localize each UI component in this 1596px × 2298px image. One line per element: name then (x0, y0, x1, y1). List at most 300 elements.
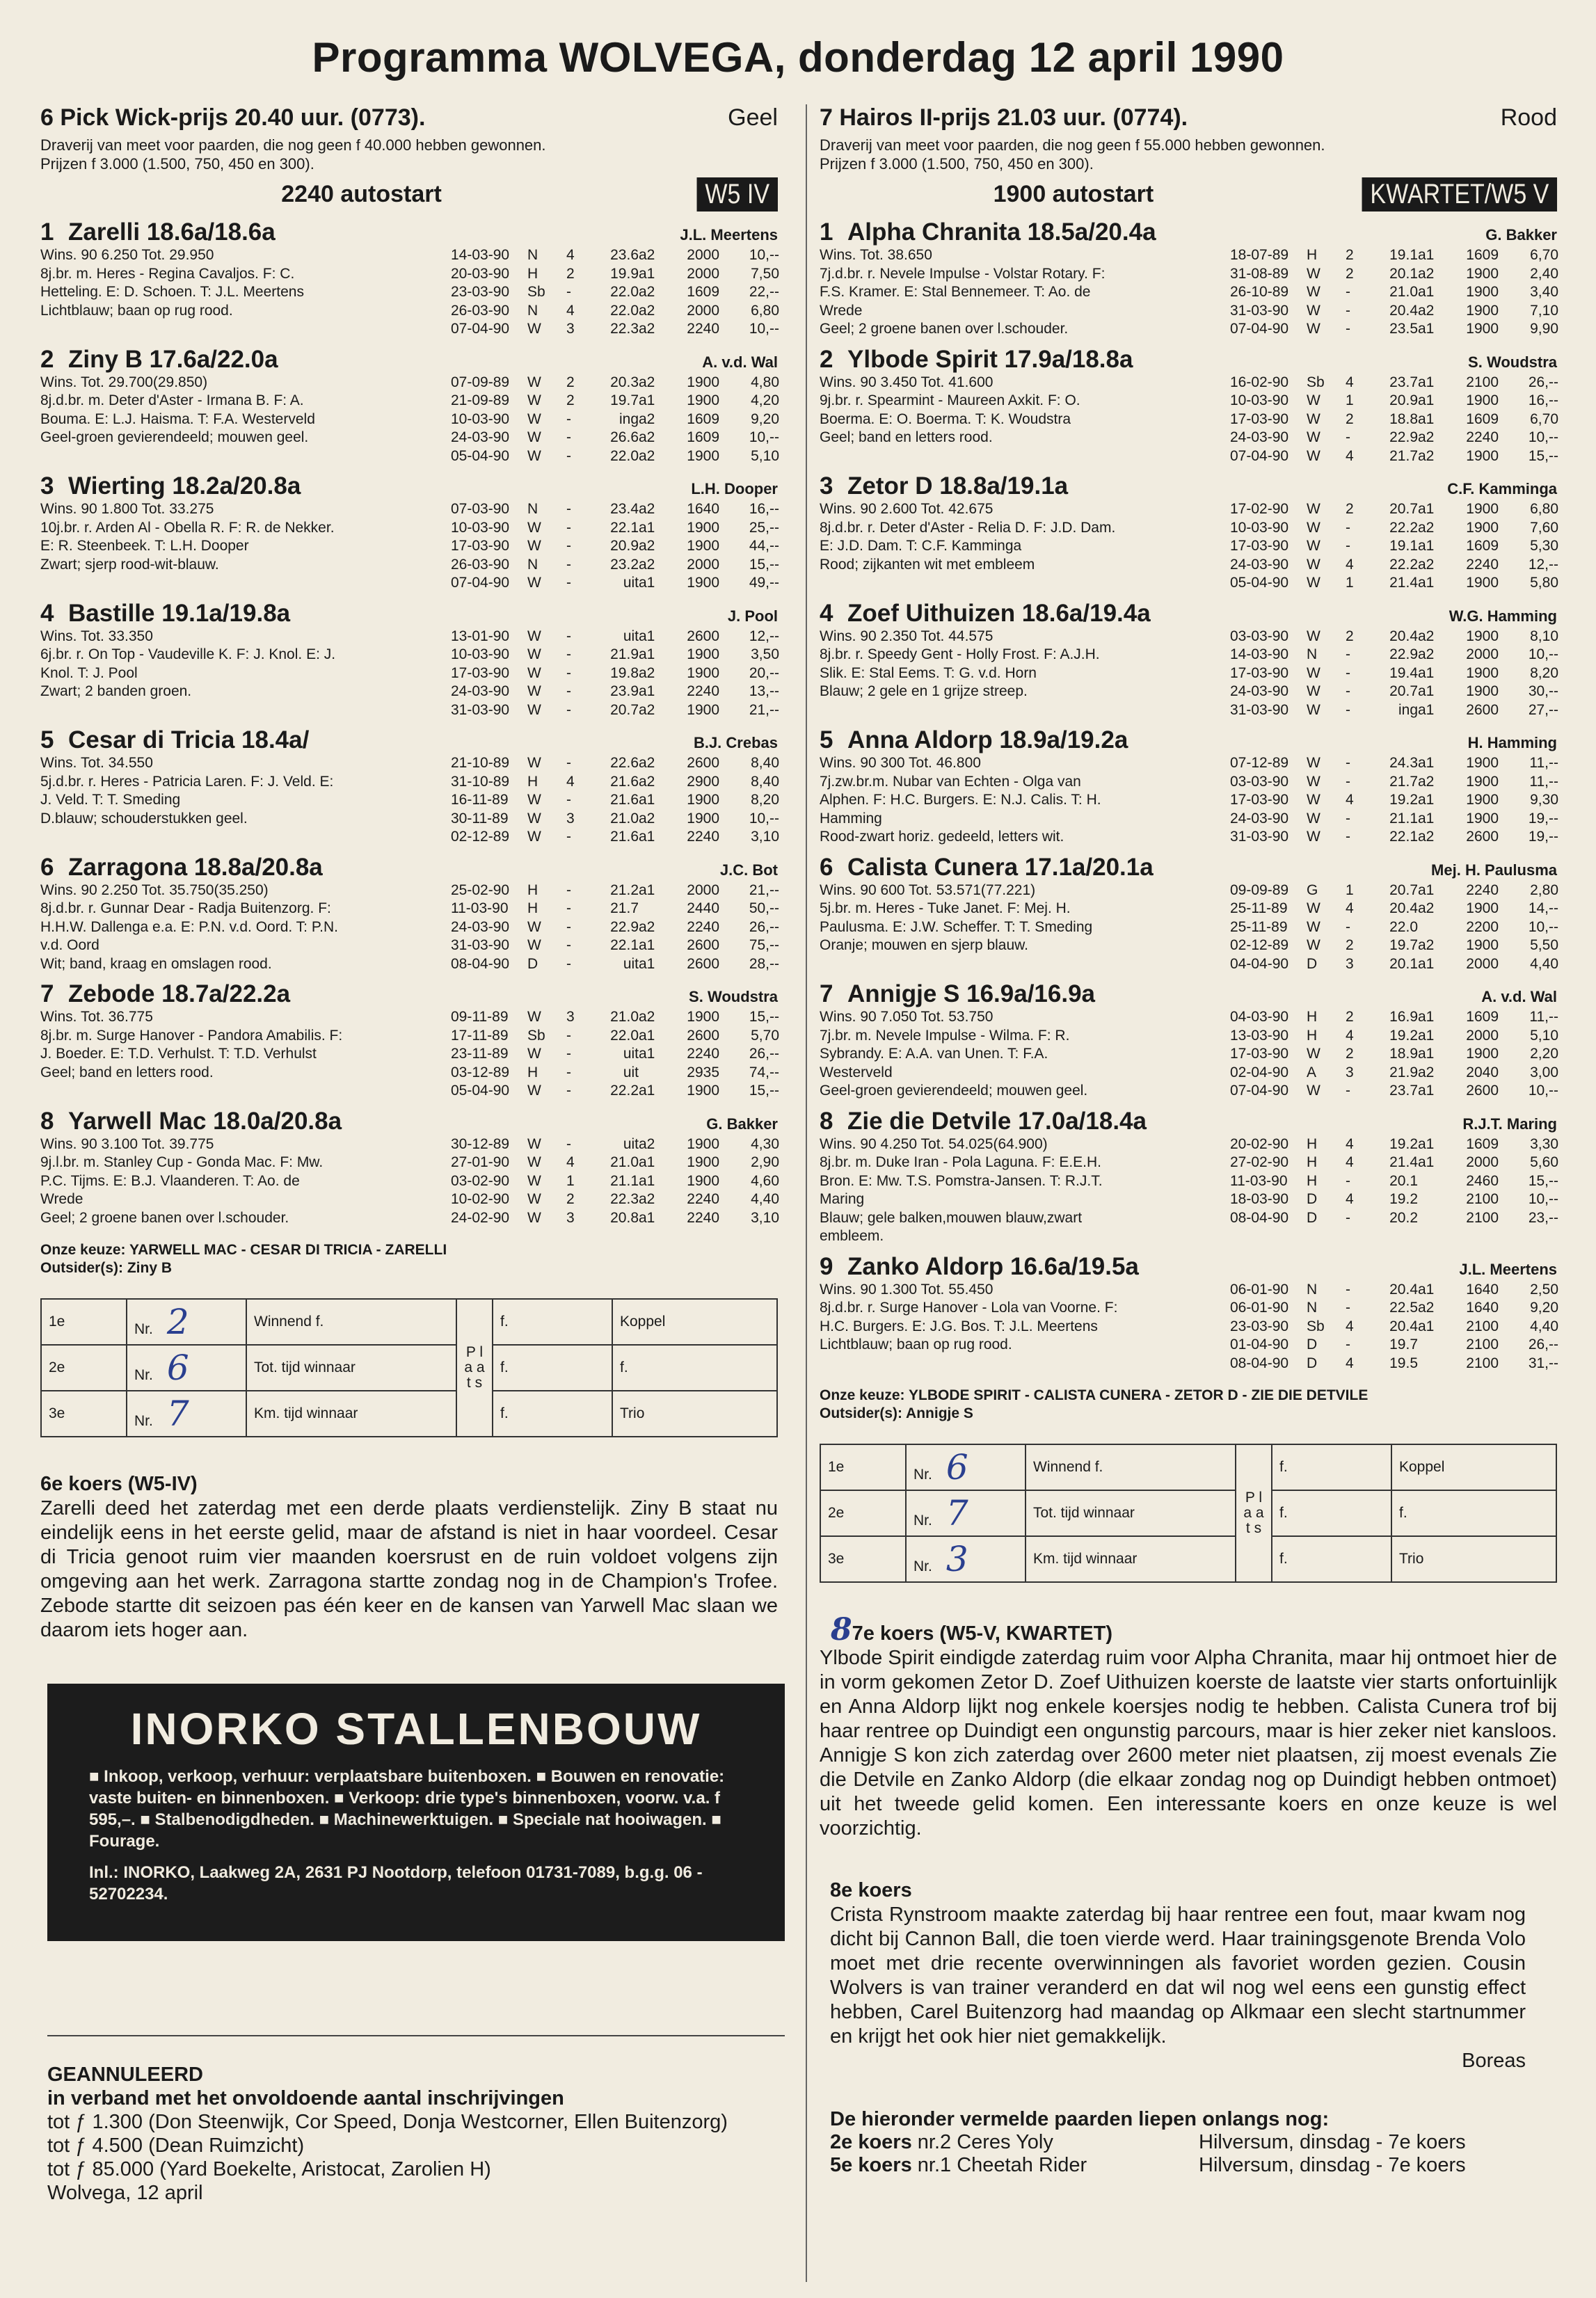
start-row (451, 1209, 778, 1228)
start-cell: 21.1 (1389, 810, 1418, 827)
result-label: Tot. tijd winnaar (246, 1345, 456, 1391)
start-cell: 10,-- (749, 810, 779, 827)
start-cell: 22.5 (1389, 1300, 1418, 1316)
start-cell: - (1346, 1281, 1350, 1298)
start-cell: - (566, 556, 571, 573)
start-cell: H (527, 881, 538, 898)
section-divider (47, 2035, 785, 2036)
horse-info-line: Wins. Tot. 34.550 (40, 755, 153, 771)
horse-number: 1 (820, 218, 833, 246)
start-row (1230, 537, 1557, 556)
recent-starts (451, 374, 778, 466)
start-cell: 8,20 (1530, 664, 1558, 681)
result-row (820, 1536, 1556, 1582)
horse-name (820, 600, 1151, 628)
start-cell: ing (1398, 701, 1418, 718)
start-cell: 5,30 (1530, 538, 1558, 554)
commentary-title (40, 1472, 778, 1497)
start-cell: - (566, 664, 571, 681)
start-cell: 26.6 (610, 429, 639, 445)
start-cell: 2000 (687, 302, 719, 319)
start-cell: a2 (1418, 302, 1435, 319)
horse-info-line: Wins. 90 6.250 Tot. 29.950 (40, 247, 214, 263)
start-cell: 1900 (1466, 664, 1499, 681)
start-row (1230, 429, 1557, 447)
start-cell: 09-11-89 (451, 1009, 509, 1025)
start-row (451, 1154, 778, 1172)
horse-info-line: H.C. Burgers. E: J.G. Bos. T: J.L. Meertens (820, 1318, 1098, 1334)
choice-text: Onze keuze: YLBODE SPIRIT - CALISTA CUNERA - ZETOR D - ZIE DIE DETVILE (820, 1387, 1368, 1403)
start-cell: 1900 (1466, 575, 1499, 591)
horse-title-row (820, 346, 1557, 374)
horse-details (40, 374, 778, 466)
start-cell: 24-03-90 (451, 683, 510, 699)
place-payout: f. (493, 1299, 612, 1345)
start-cell: a2 (639, 664, 655, 681)
start-cell: 10,-- (749, 429, 779, 445)
horse-number: 8 (820, 1107, 833, 1135)
start-cell: 26-03-90 (451, 556, 510, 573)
start-cell: 4 (566, 247, 575, 263)
horse-info (40, 246, 451, 339)
result-label: Km. tijd winnaar (1026, 1536, 1236, 1582)
start-cell: - (566, 937, 571, 953)
start-cell: 3,10 (751, 829, 779, 845)
nr-label: Nr. (913, 1513, 932, 1529)
start-cell: 27,-- (1528, 701, 1558, 718)
start-row (451, 646, 778, 664)
start-cell: 20.1 (1389, 265, 1418, 282)
start-cell: 21.6 (610, 829, 639, 845)
recent-starts (1230, 881, 1557, 974)
recent-race: 5e koers (830, 2154, 912, 2176)
start-row (451, 1045, 778, 1064)
start-cell: 4 (1346, 900, 1354, 916)
koppel-label: Koppel (620, 1314, 666, 1330)
start-cell: - (566, 792, 571, 808)
start-cell: 9,30 (1530, 792, 1558, 808)
horse-info (40, 374, 451, 466)
start-cell: - (566, 519, 571, 536)
start-cell: 2100 (1466, 1191, 1499, 1207)
start-row (1230, 265, 1557, 284)
horse-details (820, 628, 1557, 720)
start-cell: - (1346, 829, 1350, 845)
start-cell: a2 (639, 918, 655, 935)
horse-details (820, 754, 1557, 847)
start-cell: 1900 (687, 792, 719, 808)
start-cell: 1640 (1466, 1300, 1499, 1316)
start-cell: - (566, 284, 571, 300)
plaats-label: P l a a t s (1236, 1444, 1272, 1582)
start-cell: 22.9 (1389, 429, 1418, 445)
start-cell: 1900 (1466, 792, 1499, 808)
start-cell: 09-09-89 (1230, 881, 1289, 898)
start-cell: - (566, 755, 571, 771)
horse-info (820, 246, 1230, 339)
start-cell: 24-03-90 (1230, 429, 1289, 445)
start-cell: 19,-- (1528, 829, 1558, 845)
start-cell: N (527, 302, 538, 319)
start-cell: 10,-- (1528, 646, 1558, 662)
commentary-title-text: 7e koers (W5-V, KWARTET) (852, 1622, 1113, 1645)
start-cell: - (1346, 1300, 1350, 1316)
start-cell: 10,-- (1528, 918, 1558, 935)
start-cell: 05-04-90 (451, 447, 510, 464)
horse-info-line: 7j.zw.br.m. Nubar van Echten - Olga van (820, 773, 1081, 790)
start-cell: 20.1 (1389, 1172, 1418, 1189)
start-cell: 25-02-90 (451, 881, 510, 898)
start-cell: a1 (1418, 1135, 1435, 1152)
start-cell: 4 (1346, 1355, 1354, 1371)
start-cell: - (566, 575, 571, 591)
horse-info-line: 7j.d.br. r. Nevele Impulse - Volstar Rotary. F: (820, 265, 1106, 282)
start-cell: 21.6 (610, 773, 639, 790)
horse-info (820, 1008, 1230, 1101)
horse-info-line: P.C. Tijms. E: B.J. Vlaanderen. T: Ao. de (40, 1172, 300, 1189)
start-cell: 9,20 (1530, 1300, 1558, 1316)
start-cell: 04-03-90 (1230, 1009, 1289, 1025)
start-row (1230, 1154, 1557, 1172)
start-row (1230, 410, 1557, 429)
start-row (451, 410, 778, 429)
horse-name-text: Annigje S 16.9a/16.9a (847, 980, 1096, 1007)
horse-info (40, 754, 451, 847)
driver-name: C.F. Kamminga (1447, 480, 1557, 497)
start-cell: 4,40 (751, 1191, 779, 1207)
horse-info-line: Wins. 90 1.800 Tot. 33.275 (40, 501, 214, 517)
horse-name-text: Zoef Uithuizen 18.6a/19.4a (847, 599, 1151, 627)
result-place: 2e (41, 1345, 127, 1391)
start-cell: 20.9 (610, 538, 639, 554)
handwritten-number: 8 (831, 1612, 852, 1647)
start-cell: 3,00 (1530, 1064, 1558, 1080)
start-cell: 6,70 (1530, 410, 1558, 427)
start-row (451, 283, 778, 302)
horse-name-text: Bastille 19.1a/19.8a (68, 599, 291, 627)
horse-info (40, 1135, 451, 1228)
start-cell: 11,-- (1529, 755, 1558, 771)
horse-info-line: Wins. 90 1.300 Tot. 55.450 (820, 1281, 993, 1298)
horse-info-line: Wins. 90 4.250 Tot. 54.025(64.900) (820, 1135, 1048, 1152)
start-cell: 8,10 (1530, 628, 1558, 644)
start-cell: 3,10 (751, 1209, 779, 1226)
race-header (40, 104, 778, 131)
start-cell: a1 (1418, 955, 1435, 972)
race-distance: 2240 autostart (281, 181, 442, 207)
start-cell: 28,-- (749, 955, 779, 972)
start-cell: 30,-- (1528, 683, 1558, 699)
start-cell: a1 (1418, 1046, 1435, 1062)
horse-name-text: Ylbode Spirit 17.9a/18.8a (847, 345, 1133, 373)
start-cell: 2240 (1466, 429, 1499, 445)
start-cell: 06-01-90 (1230, 1300, 1289, 1316)
result-number-cell (906, 1444, 1026, 1490)
handwritten-number: 6 (166, 1348, 189, 1388)
horse-title-row (40, 346, 778, 374)
start-cell: 20,-- (749, 664, 779, 681)
pool-cell (612, 1391, 777, 1437)
start-cell: 3 (1346, 1064, 1354, 1080)
pool-cell (1391, 1490, 1556, 1536)
start-cell: 21-10-89 (451, 755, 510, 771)
horse-name-text: Ziny B 17.6a/22.0a (68, 345, 278, 373)
horse-info-line: Blauw; 2 gele en 1 grijze streep. (820, 683, 1028, 699)
start-cell: W (1307, 755, 1320, 771)
start-cell: W (527, 1083, 541, 1099)
start-cell: 50,-- (749, 900, 779, 916)
start-cell: 6,80 (751, 302, 779, 319)
horse-info-line: Zwart; 2 banden groen. (40, 683, 192, 699)
horse-info-line: 8j.d.br. r. Gunnar Dear - Radja Buitenzorg. F: (40, 900, 331, 916)
start-cell: 14-03-90 (451, 247, 510, 263)
horse-info-line: D.blauw; schouderstukken geel. (40, 810, 248, 827)
start-cell: 49,-- (749, 575, 779, 591)
handwritten-number: 7 (166, 1394, 189, 1434)
start-cell (1418, 1336, 1443, 1355)
start-row (1230, 500, 1557, 519)
start-cell: 22.1 (610, 519, 639, 536)
start-cell: W (1307, 1046, 1320, 1062)
start-cell: 22.0 (610, 302, 639, 319)
start-cell: - (566, 410, 571, 427)
start-cell: 17-03-90 (1230, 410, 1289, 427)
horse-info-line: 5j.br. m. Heres - Tuke Janet. F: Mej. H. (820, 900, 1071, 916)
horse-info-line: Sybrandy. E: A.A. van Unen. T: F.A. (820, 1046, 1048, 1062)
start-row (1230, 1281, 1557, 1300)
horse-info-line: Wins. 90 2.350 Tot. 44.575 (820, 628, 993, 644)
horse-name (820, 1253, 1139, 1281)
start-cell: 26,-- (1528, 1336, 1558, 1353)
horse-info-line: Lichtblauw; baan op rug rood. (820, 1336, 1012, 1353)
start-row (451, 628, 778, 646)
race-color: Rood (1500, 104, 1557, 131)
start-cell: a1 (1418, 575, 1435, 591)
start-cell: 10-03-90 (1230, 519, 1289, 536)
start-row (451, 429, 778, 447)
start-cell: 24-03-90 (1230, 683, 1289, 699)
start-cell: 1609 (687, 284, 719, 300)
start-cell: a1 (1418, 683, 1435, 699)
race-commentary (820, 1612, 1557, 1841)
start-cell: 24-03-90 (1230, 810, 1289, 827)
start-cell: W (1307, 664, 1320, 681)
driver-name: A. v.d. Wal (1481, 988, 1557, 1005)
start-cell: 9,90 (1530, 321, 1558, 337)
start-cell: 17-02-90 (1230, 501, 1289, 517)
trio-label: Trio (620, 1405, 645, 1421)
start-cell: W (527, 1009, 541, 1025)
start-cell: 21.0 (610, 810, 639, 827)
start-cell: 2600 (687, 1027, 719, 1044)
start-row (1230, 246, 1557, 265)
horse-info-line: Paulusma. E: J.W. Scheffer. T: T. Smeding (820, 918, 1093, 935)
start-cell: W (1307, 410, 1320, 427)
start-cell: a1 (639, 683, 655, 699)
result-label: Winnend f. (1026, 1444, 1236, 1490)
recent-starts (451, 881, 778, 974)
start-cell: 21.7 (1389, 773, 1418, 790)
horse-title-row (820, 472, 1557, 500)
start-cell: 23.6 (610, 247, 639, 263)
start-cell: 13,-- (749, 683, 779, 699)
start-cell: 2000 (1466, 955, 1499, 972)
start-cell: 26-10-89 (1230, 284, 1289, 300)
start-cell: a2 (1418, 1300, 1435, 1316)
start-cell: 22.9 (610, 918, 639, 935)
start-cell: Sb (527, 284, 545, 300)
start-cell: A (1307, 1064, 1317, 1080)
horse-entry (820, 854, 1557, 974)
horse-name (40, 980, 290, 1008)
start-row (1230, 320, 1557, 339)
start-cell: W (527, 664, 541, 681)
start-cell: 3,30 (1530, 1135, 1558, 1152)
horse-details (40, 500, 778, 593)
horse-details (40, 1008, 778, 1101)
start-cell: 07-04-90 (1230, 1083, 1289, 1099)
start-cell: 10,-- (1528, 1083, 1558, 1099)
start-cell: 07-04-90 (1230, 447, 1289, 464)
cancelled-line: tot ƒ 4.500 (Dean Ruimzicht) (47, 2135, 305, 2157)
recent-title: De hieronder vermelde paarden liepen onlangs nog: (830, 2108, 1330, 2130)
start-cell (1418, 918, 1443, 937)
start-cell: H (527, 1064, 538, 1080)
horse-info-line: Wins. 90 3.100 Tot. 39.775 (40, 1135, 214, 1152)
start-cell: a1 (1418, 321, 1435, 337)
start-cell: 22.2 (610, 1083, 639, 1099)
start-cell: 31-10-89 (451, 773, 510, 790)
start-cell: 19.7 (1389, 1336, 1418, 1353)
result-place: 1e (41, 1299, 127, 1345)
horse-entry (820, 1108, 1557, 1246)
start-cell: - (566, 1135, 571, 1152)
recent-starts (451, 246, 778, 339)
start-cell: 4,40 (1530, 1318, 1558, 1334)
start-row (1230, 1008, 1557, 1027)
start-cell: 23.4 (610, 501, 639, 517)
pool-cell (612, 1345, 777, 1391)
horse-entry (40, 1108, 778, 1228)
start-cell: a1 (1418, 1318, 1435, 1334)
start-cell: 12,-- (1528, 556, 1558, 573)
result-number-cell (906, 1490, 1026, 1536)
start-row (1230, 828, 1557, 847)
start-cell: 17-03-90 (451, 664, 510, 681)
start-cell: 12,-- (749, 628, 779, 644)
start-cell: a1 (639, 519, 655, 536)
start-cell: 1900 (687, 1135, 719, 1152)
horse-info-line: Alphen. F: H.C. Burgers. E: N.J. Calis. T: H. (820, 792, 1101, 808)
start-cell: 14,-- (1528, 900, 1558, 916)
start-cell: a1 (639, 829, 655, 845)
start-cell: 16,-- (749, 501, 779, 517)
race-8-title: 8e koers (830, 1879, 912, 1901)
horse-info-line: Zwart; sjerp rood-wit-blauw. (40, 556, 219, 573)
start-cell: 3 (1346, 955, 1354, 972)
start-cell: 19.7 (610, 392, 639, 408)
handwritten-number: 2 (166, 1302, 189, 1342)
horse-name-text: Yarwell Mac 18.0a/20.8a (68, 1107, 342, 1135)
start-cell: a1 (1418, 1281, 1435, 1298)
driver-name: S. Woudstra (1468, 353, 1557, 371)
start-cell: 1900 (687, 701, 719, 718)
start-cell: 22.3 (610, 321, 639, 337)
start-row (451, 828, 778, 847)
start-cell: 4 (566, 302, 575, 319)
start-cell: a1 (639, 265, 655, 282)
condition-line: Draverij van meet voor paarden, die nog geen f 55.000 hebben gewonnen. (820, 136, 1325, 154)
place-payout: f. (1272, 1444, 1391, 1490)
start-row (451, 701, 778, 720)
start-row (1230, 1172, 1557, 1191)
start-cell: 7,10 (1530, 302, 1558, 319)
start-cell: W (527, 810, 541, 827)
start-cell: uit (623, 1135, 639, 1152)
horse-info (820, 754, 1230, 847)
handwritten-number: 3 (945, 1539, 968, 1579)
horse-info-line: J. Boeder. E: T.D. Verhulst. T: T.D. Verhulst (40, 1046, 317, 1062)
start-row (1230, 1064, 1557, 1083)
place-payout: f. (1272, 1490, 1391, 1536)
start-cell: 02-12-89 (451, 829, 510, 845)
start-cell: - (566, 429, 571, 445)
start-cell: 1900 (687, 1009, 719, 1025)
start-row (451, 918, 778, 937)
start-cell: 2 (566, 1191, 575, 1207)
horse-info-line: Bron. E: Mw. T.S. Pomstra-Jansen. T: R.J.T. (820, 1172, 1103, 1189)
horse-name (40, 346, 278, 374)
start-cell: 1900 (687, 810, 719, 827)
start-row (1230, 701, 1557, 720)
start-cell: 10-03-90 (1230, 392, 1289, 408)
start-cell: 26,-- (749, 1046, 779, 1062)
recent-starts (1230, 628, 1557, 720)
start-cell: W (527, 792, 541, 808)
start-cell: 07-09-89 (451, 374, 510, 390)
start-cell: a2 (639, 538, 655, 554)
start-cell: H (527, 265, 538, 282)
horse-number: 2 (40, 345, 54, 373)
result-row (820, 1490, 1556, 1536)
horse-name-text: Wierting 18.2a/20.8a (68, 472, 301, 500)
start-cell: 2100 (1466, 1209, 1499, 1226)
start-cell: - (1346, 1172, 1350, 1189)
horse-entry (40, 854, 778, 974)
koppel-label: Koppel (1399, 1459, 1445, 1475)
start-cell: 23.5 (1389, 321, 1418, 337)
race-7 (820, 104, 1557, 1841)
start-cell: a2 (639, 1135, 655, 1152)
horse-info-line: 8j.br. r. Speedy Gent - Holly Frost. F: A.J.H. (820, 646, 1100, 662)
horse-details (820, 500, 1557, 593)
start-cell: a1 (639, 646, 655, 662)
race-color: Geel (728, 104, 778, 131)
start-cell: 3 (566, 1209, 575, 1226)
horse-details (820, 1135, 1557, 1246)
result-number-cell (127, 1391, 246, 1437)
start-cell: 8,20 (751, 792, 779, 808)
result-row (41, 1391, 777, 1437)
start-cell: 19.9 (610, 265, 639, 282)
start-cell: 2240 (687, 683, 719, 699)
race-header (820, 104, 1557, 131)
page-title: Programma WOLVEGA, donderdag 12 april 1990 (312, 34, 1284, 81)
start-cell: - (566, 1046, 571, 1062)
start-cell: 3,50 (751, 646, 779, 662)
start-cell: W (527, 392, 541, 408)
start-cell: 07-12-89 (1230, 755, 1289, 771)
